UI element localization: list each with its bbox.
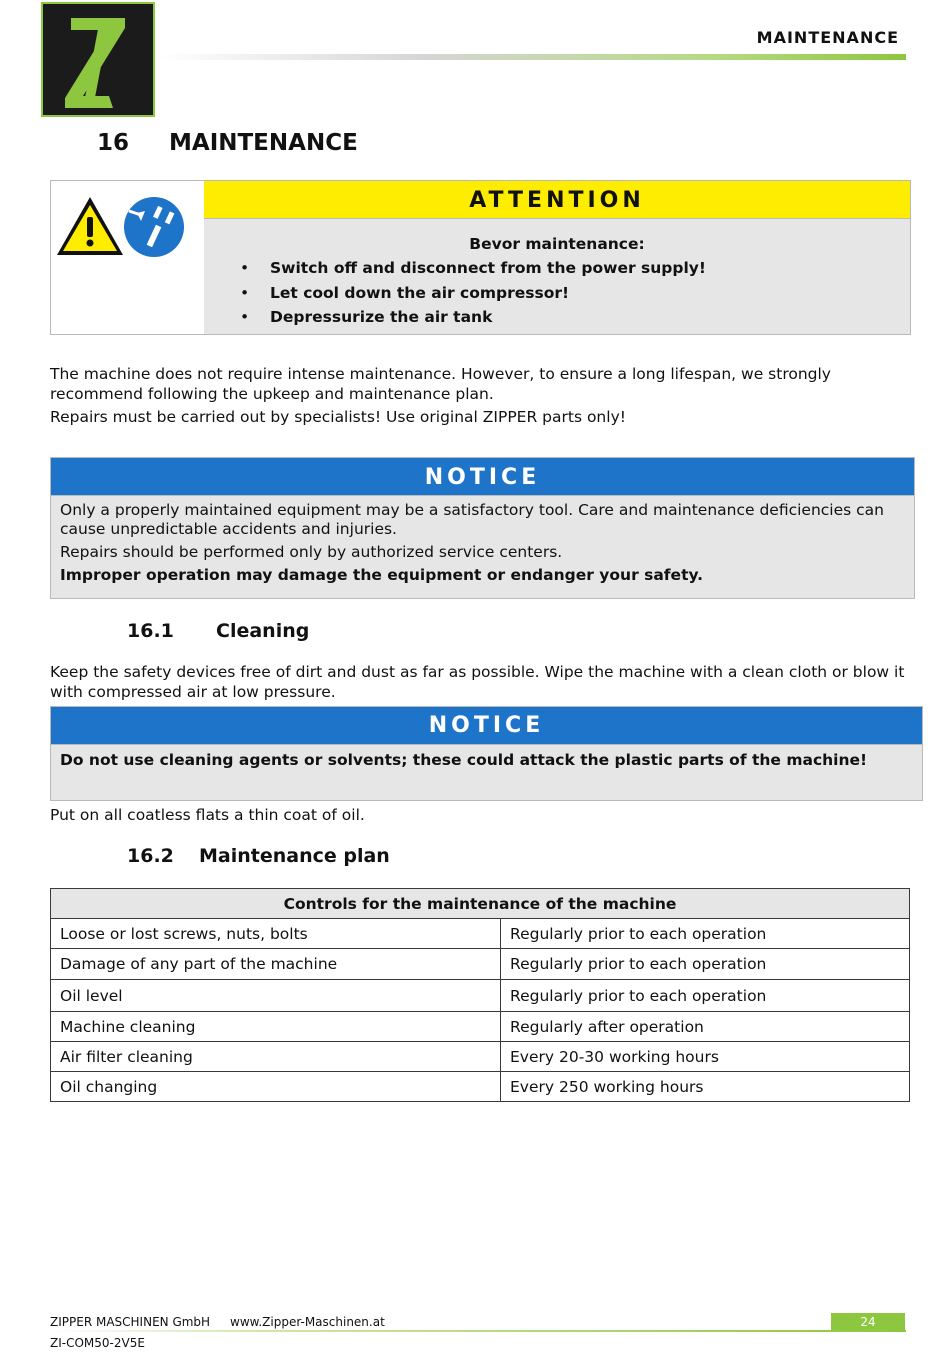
attention-icons: [51, 181, 205, 334]
page-number: 24: [831, 1313, 905, 1331]
table-cell-interval: Every 20-30 working hours: [501, 1042, 910, 1072]
intro-paragraph: The machine does not require intense maintenance. However, to ensure a long lifespan, we strongly recommend following the upkeep and maintenance plan.: [50, 365, 831, 403]
table-row: [51, 1042, 910, 1072]
table-cell-item: Oil changing: [51, 1072, 501, 1102]
section-number: 16: [97, 130, 130, 156]
cleaning-heading: [127, 620, 309, 642]
table-cell-interval: Regularly after operation: [501, 1012, 910, 1042]
attention-list: [204, 256, 910, 330]
table-cell-item: Oil level: [51, 980, 501, 1012]
notice-warning-text: Improper operation may damage the equipment or endanger your safety.: [60, 566, 704, 584]
footer-company: ZIPPER MASCHINEN GmbH: [50, 1315, 211, 1329]
list-item: • Depressurize the air tank: [270, 305, 910, 330]
section-title: MAINTENANCE: [169, 130, 358, 156]
zipper-logo-icon: [43, 4, 153, 115]
cleaning-title: Cleaning: [216, 620, 310, 642]
notice-box-maintenance: [50, 457, 915, 599]
notice-body: [51, 496, 914, 585]
cleaning-paragraph: Keep the safety devices free of dirt and dust as far as possible. Wipe the machine with a clean cloth or blow it with compressed air at low pressure.: [50, 663, 905, 701]
table-cell-interval: Every 250 working hours: [501, 1072, 910, 1102]
table-row: [51, 949, 910, 980]
notice-title: NOTICE: [51, 707, 922, 745]
table-header-row: [51, 889, 910, 919]
attention-box: [50, 180, 911, 335]
warning-triangle-icon: [57, 197, 123, 255]
table-row: [51, 919, 910, 949]
oil-coat-paragraph: Put on all coatless flats a thin coat of oil.: [50, 806, 365, 824]
list-item: • Switch off and disconnect from the power supply!: [270, 256, 910, 281]
notice-text: Only a properly maintained equipment may be a satisfactory tool. Care and maintenance deficiencies can cause unpredictable accidents and injuries.: [60, 501, 884, 538]
table-cell-item: Air filter cleaning: [51, 1042, 501, 1072]
table-row: [51, 980, 910, 1012]
table-cell-item: Machine cleaning: [51, 1012, 501, 1042]
table-cell-interval: Regularly prior to each operation: [501, 949, 910, 980]
table-row: [51, 1072, 910, 1102]
header-section-title: MAINTENANCE: [756, 28, 899, 47]
disconnect-plug-icon: [124, 197, 184, 257]
notice-title: NOTICE: [51, 458, 914, 496]
plan-heading: [127, 845, 390, 867]
cleaning-number: 16.1: [127, 620, 174, 642]
attention-subtitle: Bevor maintenance:: [469, 235, 645, 253]
notice-box-cleaning: [50, 706, 923, 801]
table-cell-item: Damage of any part of the machine: [51, 949, 501, 980]
header-divider: [160, 54, 906, 60]
footer-model: ZI-COM50-2V5E: [50, 1336, 145, 1350]
table-row: [51, 1012, 910, 1042]
table-header: Controls for the maintenance of the machine: [51, 889, 910, 919]
footer-divider: [50, 1330, 906, 1332]
attention-title: ATTENTION: [204, 181, 910, 218]
table-cell-item: Loose or lost screws, nuts, bolts: [51, 919, 501, 949]
zipper-logo: [41, 2, 155, 117]
intro-repairs-paragraph: Repairs must be carried out by specialists! Use original ZIPPER parts only!: [50, 408, 626, 426]
page-title: [97, 130, 358, 156]
table-cell-interval: Regularly prior to each operation: [501, 919, 910, 949]
footer-website[interactable]: www.Zipper-Maschinen.at: [230, 1315, 385, 1329]
table-cell-interval: Regularly prior to each operation: [501, 980, 910, 1012]
notice-text: Repairs should be performed only by authorized service centers.: [60, 543, 563, 561]
notice-warning-text: Do not use cleaning agents or solvents; these could attack the plastic parts of the machine!: [60, 751, 868, 769]
maintenance-plan-table: [50, 888, 910, 1102]
list-item: • Let cool down the air compressor!: [270, 281, 910, 306]
attention-body: [204, 218, 910, 334]
plan-title: Maintenance plan: [199, 845, 390, 867]
plan-number: 16.2: [127, 845, 174, 867]
